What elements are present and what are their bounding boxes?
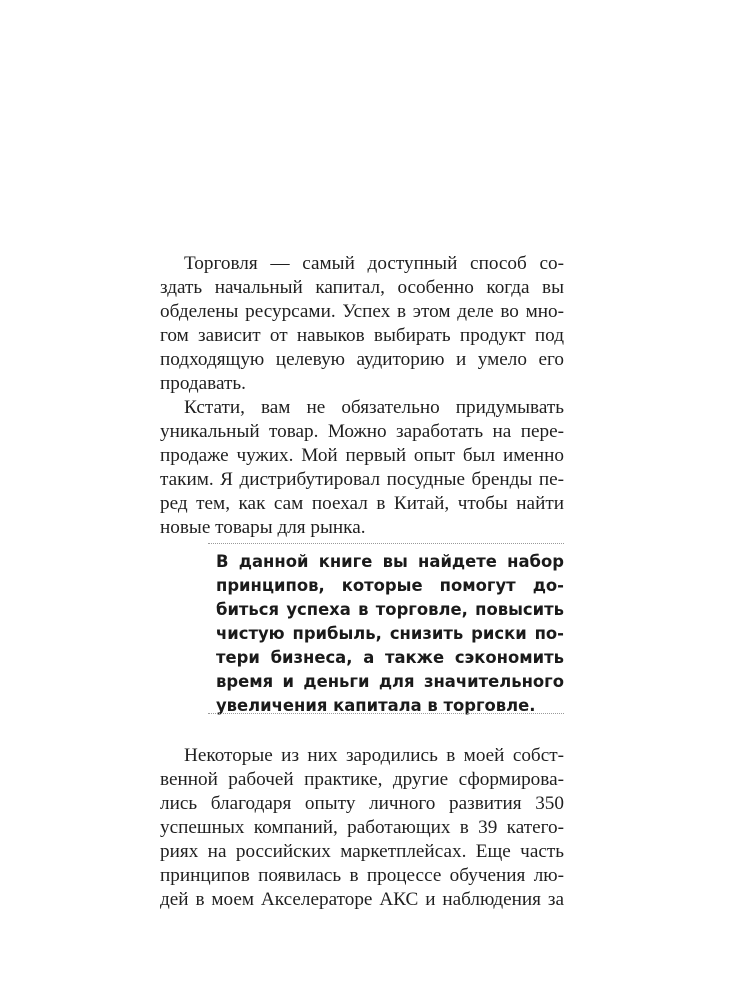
- text-line: гом зависит от навыков выбирать продукт под: [160, 325, 564, 346]
- callout-bottom-rule: [208, 713, 564, 714]
- text-line: продавать.: [160, 373, 246, 394]
- text-line: дей в моем Акселераторе АКС и наблюдения за: [160, 889, 564, 910]
- text-line: продаже чужих. Мой первый опыт был именно: [160, 445, 564, 466]
- callout-line: биться успеха в торговле, повысить: [216, 600, 564, 619]
- text-line: ред тем, как сам поехал в Китай, чтобы найти: [160, 493, 564, 514]
- callout-line: тери бизнеса, а также сэкономить: [216, 648, 564, 667]
- text-line: лись благодаря опыту личного развития 350: [160, 793, 564, 814]
- callout-line: увеличения капитала в торговле.: [216, 696, 536, 715]
- text-line: Некоторые из них зародились в моей собст-: [184, 745, 564, 766]
- text-line: принципов появилась в процессе обучения лю-: [160, 865, 564, 886]
- text-line: новые товары для рынка.: [160, 517, 366, 538]
- callout-line: время и деньги для значительного: [216, 672, 564, 691]
- text-line: успешных компаний, работающих в 39 катего-: [160, 817, 564, 838]
- callout-line: В данной книге вы найдете набор: [216, 552, 564, 571]
- text-line: подходящую целевую аудиторию и умело его: [160, 349, 564, 370]
- callout-line: чистую прибыль, снизить риски по-: [216, 624, 564, 643]
- text-line: обделены ресурсами. Успех в этом деле во мно-: [160, 301, 564, 322]
- callout-line: принципов, которые помогут до-: [216, 576, 564, 595]
- callout-top-rule: [208, 543, 564, 544]
- text-line: риях на российских маркетплейсах. Еще часть: [160, 841, 564, 862]
- text-line: здать начальный капитал, особенно когда вы: [160, 277, 564, 298]
- text-line: венной рабочей практике, другие сформирова-: [160, 769, 564, 790]
- text-line: Кстати, вам не обязательно придумывать: [184, 397, 564, 418]
- text-line: таким. Я дистрибутировал посудные бренды пе-: [160, 469, 564, 490]
- text-line: Торговля — самый доступный способ со-: [184, 253, 564, 274]
- text-line: уникальный товар. Можно заработать на пере-: [160, 421, 564, 442]
